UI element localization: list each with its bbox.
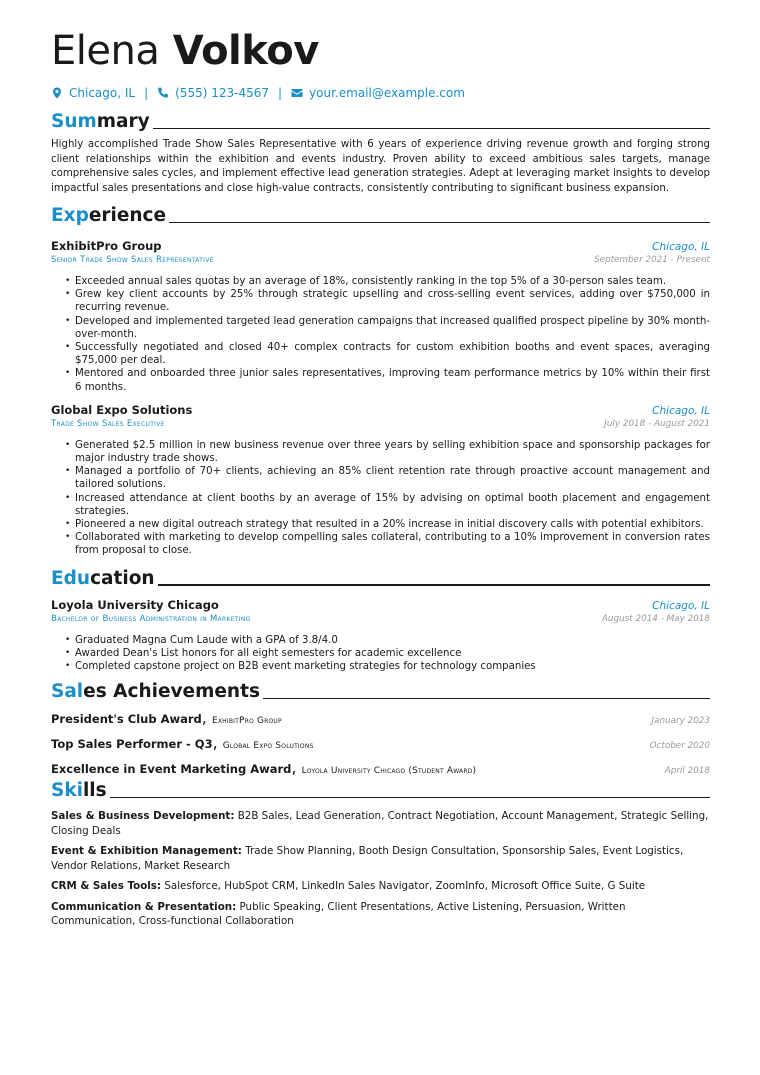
section-rule (110, 797, 710, 799)
contact-separator: | (144, 86, 149, 100)
section-rule (158, 584, 710, 586)
education-heading (51, 566, 710, 590)
job-title: Senior Trade Show Sales Representative (51, 255, 214, 265)
bullet-item: • Developed and implemented targeted lead generation campaigns that increased qualified prospect pipeline by 30% month-over-month. (75, 315, 710, 341)
section-title: Summary (51, 111, 150, 132)
school-name: Loyola University Chicago (51, 597, 219, 612)
skill-line (51, 879, 710, 894)
contact-bar (51, 85, 710, 101)
contact-email[interactable] (291, 86, 465, 100)
bullet-item: • Exceeded annual sales quotas by an average of 18%, consistently ranking in the top 5% of a 30-person sales team. (75, 275, 710, 288)
skill-list: Trade Show Planning, Booth Design Consultation, Sponsorship Sales, Event Logistics, Vendor Relations, Market Research (51, 845, 684, 872)
experience-entry (51, 402, 710, 558)
award-row (51, 708, 710, 726)
job-title: Trade Show Sales Executive (51, 418, 165, 429)
experience-heading (51, 203, 710, 227)
contact-phone[interactable] (157, 86, 269, 100)
award-title: President's Club Award, ExhibitPro Group (51, 708, 282, 728)
summary-heading (51, 109, 710, 133)
award-date: April 2018 (664, 766, 710, 777)
skill-line (51, 900, 710, 929)
section-title: Sales Achievements (51, 681, 260, 703)
award-title: Top Sales Performer - Q3, Global Expo Solutions (51, 733, 314, 753)
job-location: Chicago, IL (652, 404, 710, 417)
section-rule (263, 698, 710, 700)
bullet-item: • Awarded Dean's List honors for all eight semesters for academic excellence (75, 647, 710, 660)
award-date: October 2020 (649, 741, 710, 752)
phone-text: (555) 123-4567 (175, 86, 269, 100)
skill-category: Communication & Presentation: (51, 900, 237, 913)
last-name: Volkov (172, 28, 319, 74)
education-entry (51, 597, 710, 674)
bullet-item: • Generated $2.5 million in new business revenue over three years by selling exhibition space and sponsorship packages for major industry trade shows. (75, 439, 710, 465)
contact-location (51, 86, 135, 100)
bullet-list (51, 634, 710, 674)
summary-text: Highly accomplished Trade Show Sales Representative with 6 years of experience driving revenue growth and forging strong client relationships within the exhibition and events industry. Proven ability to exceed ambitious sales targets, manage comprehensive sales cycles, and implement effective lead generation strategies. Adept at leveraging market insights to develop impactful sales presentations and close high-value contracts, consistently contributing to significant business expansion. (51, 139, 710, 194)
phone-icon (157, 87, 169, 99)
first-name: Elena (51, 28, 160, 74)
location-text: Chicago, IL (69, 86, 136, 100)
bullet-item: • Graduated Magna Cum Laude with a GPA of 3.8/4.0 (75, 634, 710, 647)
bullet-item: • Collaborated with marketing to develop compelling sales collateral, contributing to a 10% improvement in conversion rates from proposal to close. (75, 531, 710, 557)
bullet-item: • Completed capstone project on B2B event marketing strategies for technology companies (75, 660, 710, 673)
bullet-item: • Increased attendance at client booths by an average of 15% by advising on optimal booth placement and engagement strategies. (75, 492, 710, 518)
section-rule (169, 222, 710, 224)
bullet-item: • Mentored and onboarded three junior sales representatives, improving team performance metrics by 10% within their first 6 months. (75, 367, 710, 393)
award-title: Excellence in Event Marketing Award, Loyola University Chicago (Student Award) (51, 758, 477, 778)
company-name: ExhibitPro Group (51, 239, 162, 253)
skill-line (51, 844, 710, 873)
award-date: January 2023 (651, 716, 710, 727)
skills-heading (51, 778, 710, 802)
bullet-item: • Successfully negotiated and closed 40+ complex contracts for custom exhibition booths and event spaces, averaging $75,000 per deal. (75, 341, 710, 367)
candidate-name (51, 28, 710, 74)
experience-entry (51, 238, 710, 394)
section-rule (153, 128, 710, 130)
school-location: Chicago, IL (652, 599, 710, 612)
skill-category: CRM & Sales Tools: (51, 880, 162, 893)
map-pin-icon (51, 87, 63, 99)
award-row (51, 758, 710, 776)
envelope-icon (291, 87, 303, 99)
bullet-item: • Grew key client accounts by 25% through strategic upselling and cross-selling event services, adding over $750,000 in recurring revenue. (75, 288, 710, 314)
education-dates: August 2014 - May 2018 (601, 613, 710, 624)
award-row (51, 733, 710, 751)
email-link: your.email@example.com (309, 86, 465, 100)
section-title: Experience (51, 205, 167, 226)
job-dates: September 2021 - Present (594, 255, 710, 265)
bullet-list (51, 275, 710, 394)
job-location: Chicago, IL (652, 241, 710, 253)
skill-list: Public Speaking, Client Presentations, Active Listening, Persuasion, Written Communication, Cross-functional Collaboration (51, 900, 626, 928)
skill-list: Salesforce, HubSpot CRM, LinkedIn Sales Navigator, ZoomInfo, Microsoft Office Suite, G Suite (164, 880, 646, 893)
bullet-item: • Managed a portfolio of 70+ clients, achieving an 85% client retention rate through proactive account management and tailored solutions. (75, 465, 710, 491)
skill-list: B2B Sales, Lead Generation, Contract Negotiation, Account Management, Strategic Selling, Closing Deals (51, 810, 709, 837)
section-title: Skills (51, 780, 107, 802)
skill-category: Event & Exhibition Management: (51, 845, 242, 858)
skill-line (51, 809, 710, 838)
contact-separator: | (278, 86, 283, 100)
section-title: Education (51, 567, 155, 589)
skill-category: Sales & Business Development: (51, 810, 235, 823)
company-name: Global Expo Solutions (51, 402, 193, 417)
achievements-heading (51, 679, 710, 703)
bullet-list (51, 439, 710, 558)
degree: Bachelor of Business Administration in Marketing (51, 613, 251, 624)
bullet-item: • Pioneered a new digital outreach strategy that resulted in a 20% increase in initial discovery calls with potential exhibitors. (75, 518, 710, 531)
job-dates: July 2018 - August 2021 (604, 418, 710, 429)
